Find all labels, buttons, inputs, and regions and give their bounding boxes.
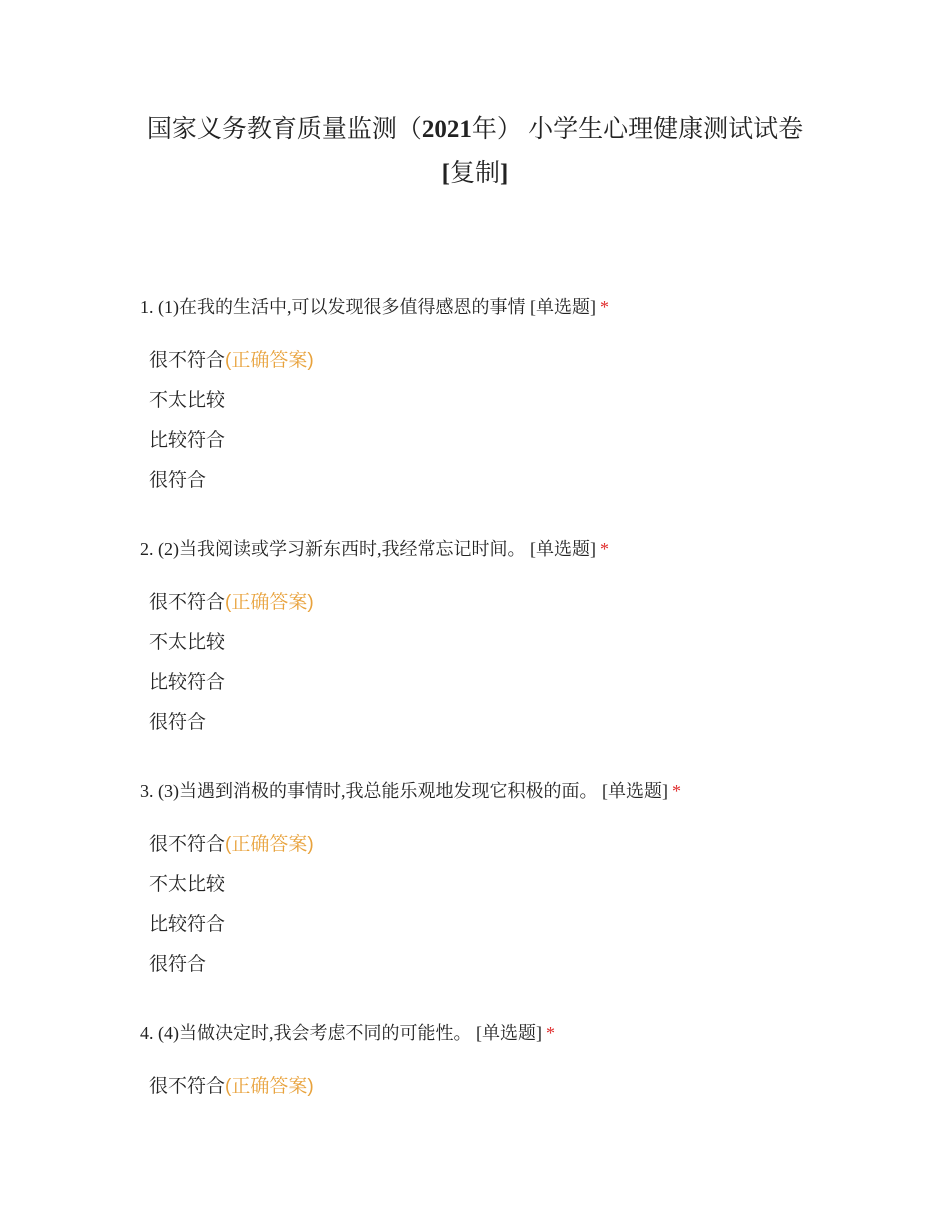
option-item[interactable] xyxy=(149,623,900,663)
required-marker: * xyxy=(546,1023,555,1043)
question-title xyxy=(140,779,900,803)
correct-answer-label: (正确答案) xyxy=(225,1076,314,1097)
option-label: 比较符合 xyxy=(149,914,226,935)
question-type-tag: [单选题] xyxy=(476,1023,542,1043)
question-title xyxy=(140,295,900,319)
option-label: 很不符合 xyxy=(149,350,226,371)
option-item[interactable] xyxy=(149,341,900,381)
option-label: 很符合 xyxy=(149,712,207,733)
option-label: 比较符合 xyxy=(149,430,226,451)
option-item[interactable] xyxy=(149,865,900,905)
option-list xyxy=(140,341,900,501)
question-2 xyxy=(140,537,900,743)
question-title xyxy=(140,1021,900,1045)
option-item[interactable] xyxy=(149,825,900,865)
question-title xyxy=(140,537,900,561)
option-list xyxy=(140,583,900,743)
title-suffix: 年） 小学生心理健康测试试卷 xyxy=(471,116,804,143)
option-label: 不太比较 xyxy=(149,390,226,411)
option-label: 很符合 xyxy=(149,954,207,975)
title-line-1 xyxy=(0,108,950,152)
option-item[interactable] xyxy=(149,381,900,421)
option-item[interactable] xyxy=(149,461,900,501)
question-text: (4)当做决定时,我会考虑不同的可能性。 xyxy=(158,1023,472,1043)
copy-bracket-open: [ xyxy=(441,160,450,187)
question-text: (1)在我的生活中,可以发现很多值得感恩的事情 xyxy=(158,297,526,317)
option-item[interactable] xyxy=(149,703,900,743)
question-1 xyxy=(140,295,900,501)
question-number: 2. xyxy=(140,539,154,559)
required-marker: * xyxy=(672,781,681,801)
option-list xyxy=(140,1067,900,1107)
title-prefix: 国家义务教育质量监测（ xyxy=(146,116,422,143)
required-marker: * xyxy=(600,539,609,559)
question-number: 1. xyxy=(140,297,154,317)
required-marker: * xyxy=(600,297,609,317)
question-number: 4. xyxy=(140,1023,154,1043)
title-line-2 xyxy=(0,152,950,196)
question-text: (2)当我阅读或学习新东西时,我经常忘记时间。 xyxy=(158,539,526,559)
option-list xyxy=(140,825,900,985)
option-label: 比较符合 xyxy=(149,672,226,693)
option-label: 很不符合 xyxy=(149,592,226,613)
option-label: 很不符合 xyxy=(149,834,226,855)
question-number: 3. xyxy=(140,781,154,801)
question-3 xyxy=(140,779,900,985)
copy-label[interactable]: 复制 xyxy=(449,160,500,187)
correct-answer-label: (正确答案) xyxy=(225,592,314,613)
option-label: 很符合 xyxy=(149,470,207,491)
correct-answer-label: (正确答案) xyxy=(225,834,314,855)
question-4 xyxy=(140,1021,900,1107)
option-item[interactable] xyxy=(149,905,900,945)
question-type-tag: [单选题] xyxy=(602,781,668,801)
question-type-tag: [单选题] xyxy=(530,297,596,317)
option-item[interactable] xyxy=(149,1067,900,1107)
question-text: (3)当遇到消极的事情时,我总能乐观地发现它积极的面。 xyxy=(158,781,598,801)
option-item[interactable] xyxy=(149,583,900,623)
option-item[interactable] xyxy=(149,945,900,985)
option-label: 很不符合 xyxy=(149,1076,226,1097)
copy-bracket-close: ] xyxy=(500,160,509,187)
title-year: 2021 xyxy=(421,116,472,143)
option-label: 不太比较 xyxy=(149,874,226,895)
page-title xyxy=(0,108,950,196)
option-item[interactable] xyxy=(149,421,900,461)
question-type-tag: [单选题] xyxy=(530,539,596,559)
correct-answer-label: (正确答案) xyxy=(225,350,314,371)
option-item[interactable] xyxy=(149,663,900,703)
option-label: 不太比较 xyxy=(149,632,226,653)
